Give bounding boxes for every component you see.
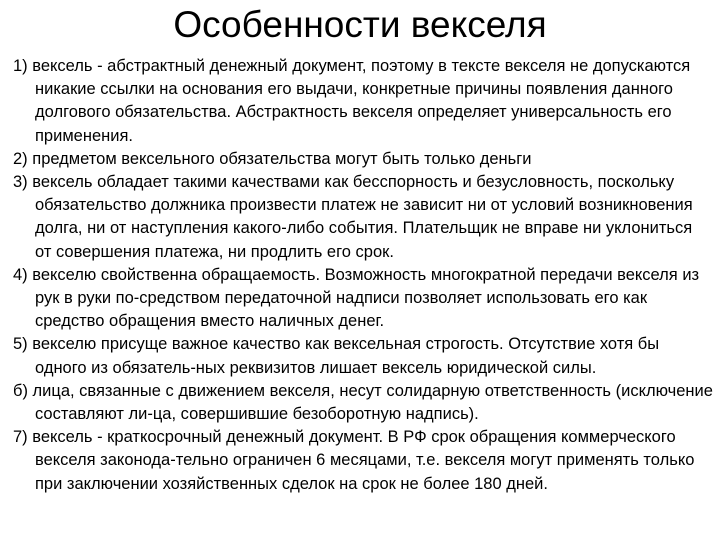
feature-item-1: 1) вексель - абстрактный денежный документ, поэтому в тексте векселя не допускаются никакие ссылки на основания его выдачи, конкретные причины появления данного долгового обязательства. Абстрактность векселя определяет универсальность его применения. — [13, 57, 691, 145]
feature-item-2: 2) предметом вексельного обязательства могут быть только деньги — [13, 149, 532, 168]
features-list — [13, 55, 713, 496]
feature-item-6: б) лица, связанные с движением векселя, несут солидарную ответственность (исключение составляют ли-ца, совершившие безоборотную надпись). — [13, 381, 713, 424]
feature-item-4: 4) векселю свойственна обращаемость. Возможность многократной передачи векселя из рук в руки по-средством передаточной надписи позволяет использовать его как средство обращения вместо наличных денег. — [13, 265, 700, 331]
slide-title: Особенности векселя — [173, 4, 547, 45]
feature-item-5: 5) векселю присуще важное качество как вексельная строгость. Отсутствие хотя бы одного из обязатель-ных реквизитов лишает вексель юридической силы. — [13, 335, 660, 377]
feature-item-7: 7) вексель - краткосрочный денежный документ. В РФ срок обращения коммерческого векселя законода-тельно ограничен 6 месяцами, т.е. векселя могут применять только при заключении хозяйственных сделок на срок не более 180 дней. — [13, 428, 695, 493]
feature-item-3: 3) вексель обладает такими качествами как бесспорность и безусловность, поскольку обязательство должника произвести платеж не зависит ни от условий возникновения долга, ни от наступления какого-либо события. Плательщик не вправе ни уклониться от совершения платежа, ни продлить его срок. — [13, 173, 693, 261]
